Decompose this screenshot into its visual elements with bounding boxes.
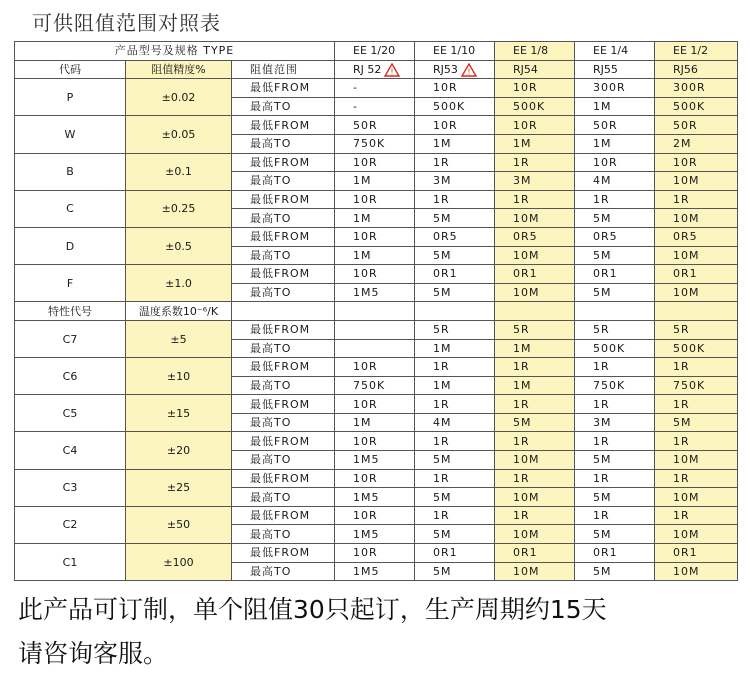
range-value-cell: 5M — [415, 525, 495, 544]
range-value-cell: 500K — [495, 97, 575, 116]
precision-column-header: 阻值精度% — [126, 60, 232, 79]
page-title: 可供阻值范围对照表 — [32, 11, 221, 35]
range-value-cell: 1M — [415, 134, 495, 153]
range-value-cell: 1M — [575, 134, 655, 153]
range-label-min: 最低FROM — [232, 395, 335, 414]
range-value-cell: 3M — [415, 172, 495, 191]
table-row — [15, 320, 738, 339]
range-value-cell: 1M5 — [335, 283, 415, 302]
range-value-cell: 0R1 — [415, 544, 495, 563]
range-value-cell: 1M — [335, 413, 415, 432]
model-rj-label: RJ55 — [593, 62, 618, 76]
group-value: ±5 — [126, 320, 232, 357]
model-rj-label: RJ 52 — [353, 62, 382, 76]
group-value: ±0.02 — [126, 79, 232, 116]
range-value-cell: 4M — [575, 172, 655, 191]
range-value-cell: 50R — [655, 116, 738, 135]
tcr-blank-cell — [232, 302, 335, 321]
range-value-cell: 5R — [655, 320, 738, 339]
range-value-cell: 5M — [575, 562, 655, 581]
table-row — [15, 190, 738, 209]
range-value-cell: 5M — [415, 209, 495, 228]
range-value-cell: 10R — [495, 116, 575, 135]
range-value-cell: 10R — [335, 469, 415, 488]
group-code: W — [15, 116, 126, 153]
range-value-cell: 10R — [335, 153, 415, 172]
tcr-code-header: 特性代号 — [15, 302, 126, 321]
code-column-header: 代码 — [15, 60, 126, 79]
range-value-cell: 5M — [415, 562, 495, 581]
range-value-cell: 10R — [335, 190, 415, 209]
range-value-cell: 10R — [335, 544, 415, 563]
svg-text:!: ! — [467, 67, 471, 77]
range-value-cell: 50R — [335, 116, 415, 135]
range-value-cell: 1R — [575, 358, 655, 377]
table-row — [15, 79, 738, 98]
range-label-min: 最低FROM — [232, 265, 335, 284]
group-code: C — [15, 190, 126, 227]
warning-triangle-icon — [384, 63, 400, 77]
group-value: ±0.1 — [126, 153, 232, 190]
tcr-blank-cell — [495, 302, 575, 321]
model-ee-header: EE 1/2 — [655, 42, 738, 61]
model-ee-header: EE 1/10 — [415, 42, 495, 61]
table-row — [15, 153, 738, 172]
tcr-blank-cell — [335, 302, 415, 321]
range-value-cell: 10M — [495, 488, 575, 507]
group-code: D — [15, 227, 126, 264]
model-ee-header: EE 1/8 — [495, 42, 575, 61]
table-row — [15, 469, 738, 488]
range-value-cell: 1R — [415, 469, 495, 488]
range-value-cell: 5M — [415, 488, 495, 507]
range-value-cell: 50R — [575, 116, 655, 135]
range-value-cell: 3M — [495, 172, 575, 191]
range-value-cell: 10R — [335, 227, 415, 246]
tcr-blank-cell — [575, 302, 655, 321]
model-rj-header — [495, 60, 575, 79]
model-rj-label: RJ54 — [513, 62, 538, 76]
range-value-cell: 1R — [575, 395, 655, 414]
model-rj-header — [335, 60, 415, 79]
model-rj-header — [655, 60, 738, 79]
range-value-cell: 1R — [495, 153, 575, 172]
group-code: C2 — [15, 506, 126, 543]
range-value-cell: 10M — [495, 562, 575, 581]
range-label-max: 最高TO — [232, 97, 335, 116]
range-value-cell: 5M — [655, 413, 738, 432]
range-value-cell: 10R — [335, 506, 415, 525]
range-value-cell: 1R — [575, 190, 655, 209]
range-value-cell: 5M — [575, 488, 655, 507]
range-value-cell — [335, 320, 415, 339]
range-value-cell: 10M — [495, 246, 575, 265]
range-label-max: 最高TO — [232, 172, 335, 191]
range-value-cell: 1M5 — [335, 525, 415, 544]
range-value-cell: 0R1 — [415, 265, 495, 284]
table-row — [15, 227, 738, 246]
range-value-cell: 500K — [655, 97, 738, 116]
range-value-cell: 1R — [495, 395, 575, 414]
range-value-cell: 10M — [495, 525, 575, 544]
range-label-min: 最低FROM — [232, 227, 335, 246]
range-label-max: 最高TO — [232, 413, 335, 432]
group-value: ±15 — [126, 395, 232, 432]
range-value-cell: 1R — [655, 469, 738, 488]
range-value-cell: 5M — [415, 246, 495, 265]
range-value-cell: 0R1 — [495, 544, 575, 563]
range-value-cell: 10R — [415, 116, 495, 135]
range-value-cell: 1R — [655, 395, 738, 414]
range-value-cell: 1R — [495, 432, 575, 451]
range-label-min: 最低FROM — [232, 320, 335, 339]
range-value-cell: 1R — [495, 358, 575, 377]
table-row — [15, 116, 738, 135]
tcr-coef-header: 温度系数10⁻⁶/K — [126, 302, 232, 321]
range-value-cell: 0R1 — [495, 265, 575, 284]
range-value-cell: 1R — [415, 358, 495, 377]
type-header: 产品型号及规格 TYPE — [15, 42, 335, 61]
range-value-cell: 5R — [495, 320, 575, 339]
group-code: C6 — [15, 358, 126, 395]
range-value-cell: 1M — [575, 97, 655, 116]
range-value-cell: 1R — [415, 190, 495, 209]
range-label-max: 最高TO — [232, 562, 335, 581]
range-value-cell: 3M — [575, 413, 655, 432]
range-value-cell: 1R — [495, 469, 575, 488]
model-rj-label: RJ53 — [433, 62, 458, 76]
range-value-cell: 500K — [575, 339, 655, 358]
range-label-min: 最低FROM — [232, 79, 335, 98]
range-value-cell: 1R — [655, 506, 738, 525]
model-ee-header: EE 1/20 — [335, 42, 415, 61]
range-value-cell: 1M — [335, 209, 415, 228]
range-value-cell: 10M — [655, 451, 738, 470]
range-label-max: 最高TO — [232, 283, 335, 302]
range-value-cell: 1M — [495, 134, 575, 153]
range-value-cell: 300R — [655, 79, 738, 98]
table-row — [15, 432, 738, 451]
group-value: ±0.25 — [126, 190, 232, 227]
group-value: ±10 — [126, 358, 232, 395]
range-value-cell: 500K — [655, 339, 738, 358]
range-value-cell: 10R — [335, 432, 415, 451]
range-value-cell: 10R — [655, 153, 738, 172]
range-value-cell: 1R — [495, 190, 575, 209]
range-label-min: 最低FROM — [232, 358, 335, 377]
range-value-cell: 750K — [335, 376, 415, 395]
range-value-cell: 10R — [335, 265, 415, 284]
range-value-cell: 10M — [655, 562, 738, 581]
range-value-cell: 1R — [655, 432, 738, 451]
group-value: ±0.05 — [126, 116, 232, 153]
range-value-cell: 10M — [655, 283, 738, 302]
range-label-max: 最高TO — [232, 134, 335, 153]
range-value-cell: 10R — [335, 358, 415, 377]
range-value-cell: 0R1 — [655, 544, 738, 563]
range-label-min: 最低FROM — [232, 469, 335, 488]
group-code: B — [15, 153, 126, 190]
range-label-max: 最高TO — [232, 488, 335, 507]
range-value-cell: 1R — [415, 506, 495, 525]
range-value-cell: 10R — [495, 79, 575, 98]
range-label-min: 最低FROM — [232, 544, 335, 563]
range-value-cell: 1R — [575, 506, 655, 525]
range-value-cell: 10M — [495, 451, 575, 470]
range-value-cell: 10M — [655, 172, 738, 191]
range-column-header: 阻值范围 — [232, 60, 335, 79]
table-row — [15, 395, 738, 414]
range-value-cell: 1M — [495, 339, 575, 358]
warning-triangle-icon — [461, 63, 477, 77]
range-value-cell: 1M5 — [335, 562, 415, 581]
range-value-cell: 0R5 — [655, 227, 738, 246]
range-label-max: 最高TO — [232, 246, 335, 265]
range-value-cell: 1M — [415, 376, 495, 395]
range-value-cell: 0R1 — [575, 544, 655, 563]
footer-note — [18, 588, 607, 676]
resistance-range-table — [14, 41, 738, 581]
range-value-cell: 5M — [415, 283, 495, 302]
svg-text:!: ! — [390, 67, 395, 77]
table-row — [15, 358, 738, 377]
range-value-cell: 5M — [575, 525, 655, 544]
range-label-min: 最低FROM — [232, 116, 335, 135]
range-value-cell: 1R — [415, 395, 495, 414]
range-value-cell: 5M — [575, 246, 655, 265]
group-code: C4 — [15, 432, 126, 469]
range-value-cell: 10M — [495, 209, 575, 228]
table-row — [15, 265, 738, 284]
range-value-cell: 1R — [415, 432, 495, 451]
range-value-cell: 0R5 — [415, 227, 495, 246]
tcr-blank-cell — [655, 302, 738, 321]
range-value-cell: 750K — [655, 376, 738, 395]
range-value-cell: 5M — [575, 283, 655, 302]
range-value-cell: 0R5 — [495, 227, 575, 246]
group-value: ±20 — [126, 432, 232, 469]
range-value-cell: 10R — [415, 79, 495, 98]
range-value-cell: 1M5 — [335, 451, 415, 470]
group-value: ±1.0 — [126, 265, 232, 302]
range-value-cell: - — [335, 97, 415, 116]
model-rj-header — [415, 60, 495, 79]
range-value-cell: 10R — [335, 395, 415, 414]
group-code: C7 — [15, 320, 126, 357]
range-value-cell: 1R — [415, 153, 495, 172]
group-value: ±25 — [126, 469, 232, 506]
range-value-cell: 5M — [495, 413, 575, 432]
range-value-cell: 10M — [655, 246, 738, 265]
range-value-cell: 2M — [655, 134, 738, 153]
range-value-cell: - — [335, 79, 415, 98]
table-row — [15, 544, 738, 563]
range-value-cell: 10M — [655, 488, 738, 507]
range-value-cell: 1R — [655, 190, 738, 209]
table-row — [15, 506, 738, 525]
footer-line-2: 请咨询客服。 — [18, 639, 169, 668]
range-value-cell: 1M — [415, 339, 495, 358]
range-value-cell: 1M — [495, 376, 575, 395]
range-label-min: 最低FROM — [232, 190, 335, 209]
range-value-cell: 0R5 — [575, 227, 655, 246]
range-label-max: 最高TO — [232, 376, 335, 395]
range-value-cell: 1M — [335, 246, 415, 265]
range-value-cell: 5R — [415, 320, 495, 339]
range-value-cell: 5M — [415, 451, 495, 470]
range-value-cell: 1R — [575, 432, 655, 451]
model-rj-label: RJ56 — [673, 62, 698, 76]
range-value-cell: 10M — [655, 525, 738, 544]
group-value: ±50 — [126, 506, 232, 543]
range-label-min: 最低FROM — [232, 153, 335, 172]
group-code: P — [15, 79, 126, 116]
group-value: ±0.5 — [126, 227, 232, 264]
range-value-cell: 10R — [575, 153, 655, 172]
range-label-min: 最低FROM — [232, 506, 335, 525]
range-label-max: 最高TO — [232, 339, 335, 358]
range-value-cell: 0R1 — [575, 265, 655, 284]
tcr-blank-cell — [415, 302, 495, 321]
model-ee-header: EE 1/4 — [575, 42, 655, 61]
range-label-max: 最高TO — [232, 525, 335, 544]
range-value-cell — [335, 339, 415, 358]
group-code: F — [15, 265, 126, 302]
range-label-max: 最高TO — [232, 451, 335, 470]
range-value-cell: 1M5 — [335, 488, 415, 507]
range-value-cell: 1R — [495, 506, 575, 525]
range-value-cell: 1R — [575, 469, 655, 488]
range-value-cell: 0R1 — [655, 265, 738, 284]
range-value-cell: 10M — [655, 209, 738, 228]
footer-line-1: 此产品可订制，单个阻值30只起订，生产周期约15天 — [18, 595, 607, 624]
range-value-cell: 750K — [575, 376, 655, 395]
range-value-cell: 1R — [655, 358, 738, 377]
group-code: C5 — [15, 395, 126, 432]
table-body — [15, 42, 738, 581]
range-label-min: 最低FROM — [232, 432, 335, 451]
group-value: ±100 — [126, 544, 232, 581]
range-value-cell: 5M — [575, 209, 655, 228]
range-value-cell: 4M — [415, 413, 495, 432]
group-code: C3 — [15, 469, 126, 506]
range-value-cell: 750K — [335, 134, 415, 153]
group-code: C1 — [15, 544, 126, 581]
model-rj-header — [575, 60, 655, 79]
range-value-cell: 300R — [575, 79, 655, 98]
range-value-cell: 5R — [575, 320, 655, 339]
range-value-cell: 500K — [415, 97, 495, 116]
range-value-cell: 1M — [335, 172, 415, 191]
range-label-max: 最高TO — [232, 209, 335, 228]
range-value-cell: 10M — [495, 283, 575, 302]
range-value-cell: 5M — [575, 451, 655, 470]
